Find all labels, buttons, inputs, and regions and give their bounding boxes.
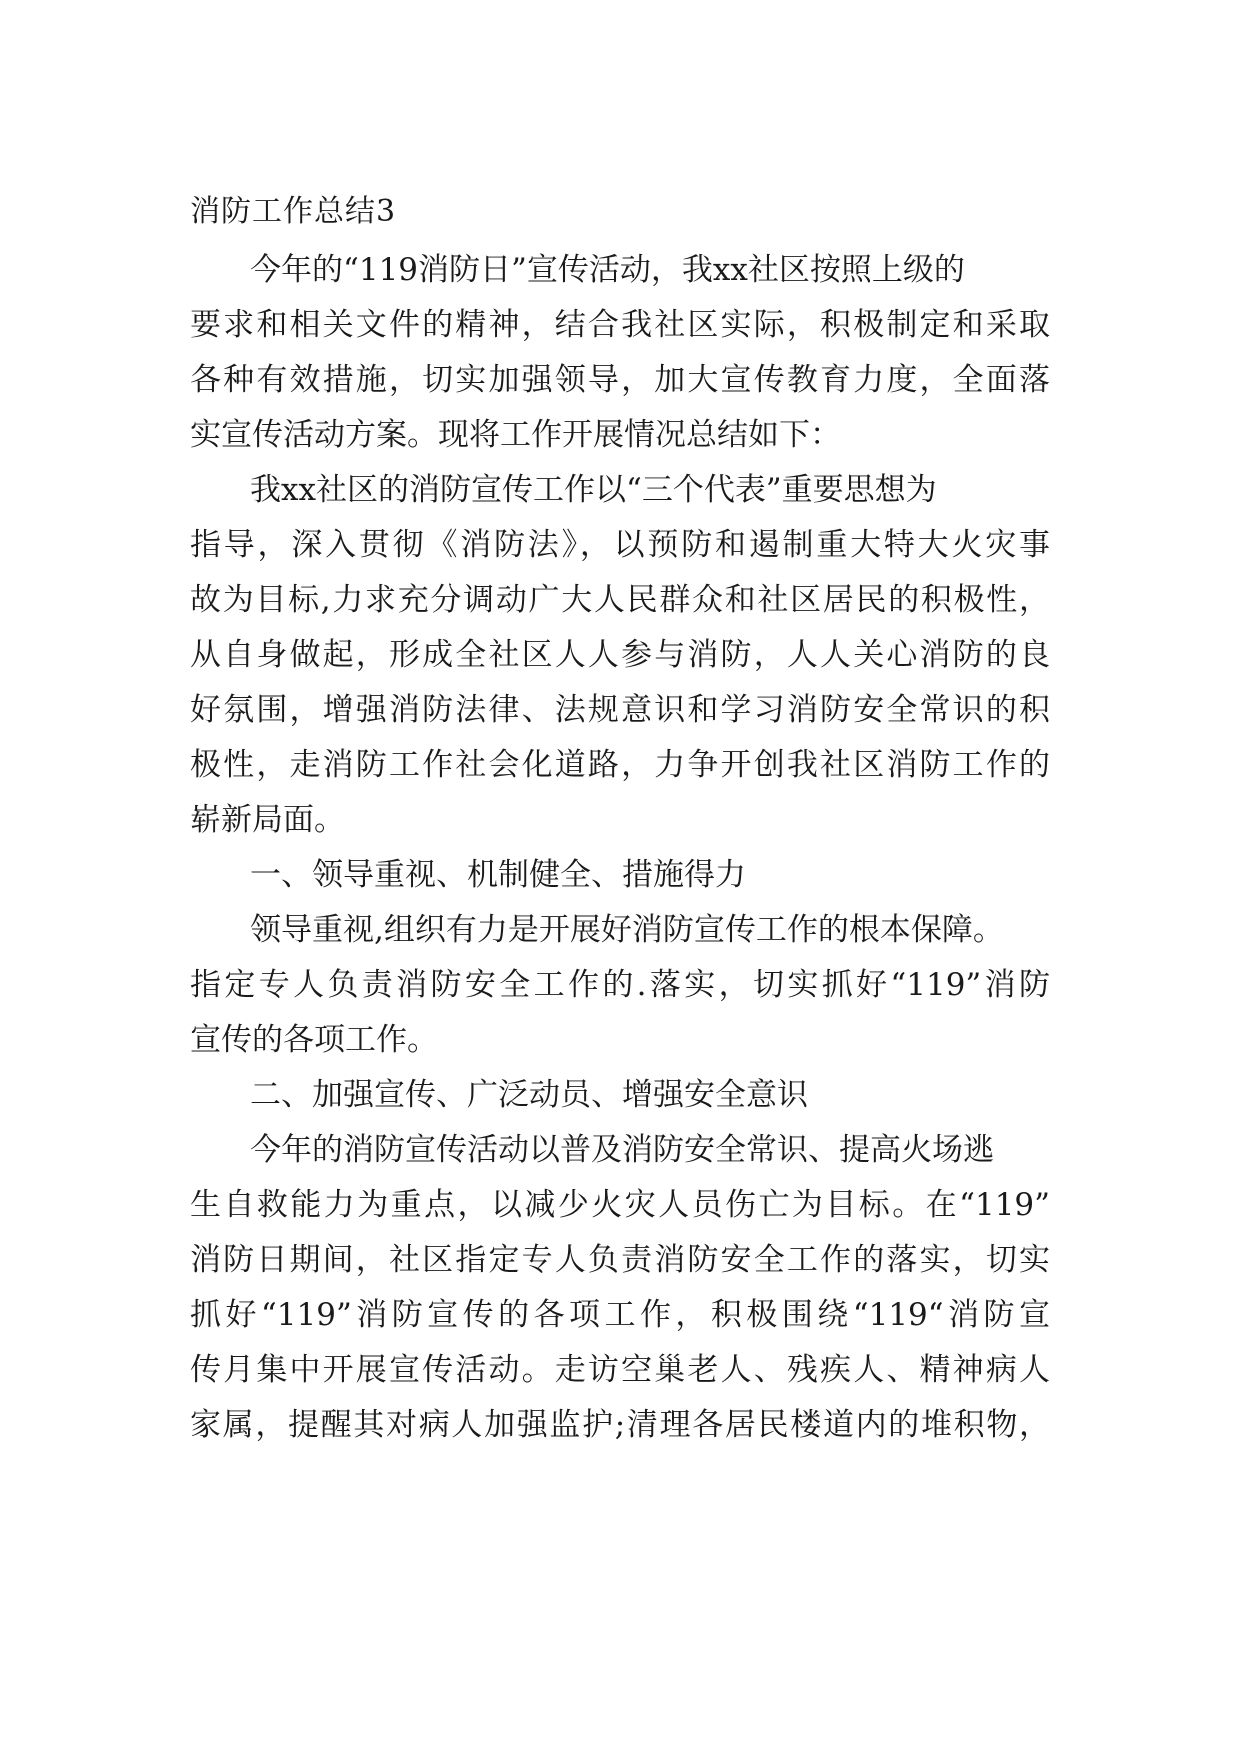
paragraph-line: 今年的消防宣传活动以普及消防安全常识、提高火场逃 (250, 1132, 994, 1168)
paragraph-line: 故为目标,力求充分调动广大人民群众和社区居民的积极性， (190, 582, 1050, 618)
paragraph-line: 极性，走消防工作社会化道路，力争开创我社区消防工作的 (190, 747, 1050, 783)
paragraph-line: 崭新局面。 (190, 802, 345, 838)
paragraph-line: 实宣传活动方案。现将工作开展情况总结如下： (190, 417, 841, 453)
section-heading: 一、领导重视、机制健全、措施得力 (250, 857, 746, 893)
paragraph-line: 宣传的各项工作。 (190, 1022, 438, 1058)
paragraph-line: 抓好“119”消防宣传的各项工作，积极围绕“119“消防宣 (190, 1297, 1050, 1333)
paragraph-line: 今年的“119消防日”宣传活动，我xx社区按照上级的 (250, 252, 965, 288)
paragraph-line: 我xx社区的消防宣传工作以“三个代表”重要思想为 (250, 472, 937, 508)
paragraph-line: 指定专人负责消防安全工作的.落实，切实抓好“119”消防 (190, 967, 1050, 1003)
paragraph-line: 领导重视,组织有力是开展好消防宣传工作的根本保障。 (250, 912, 1004, 948)
paragraph-line: 好氛围，增强消防法律、法规意识和学习消防安全常识的积 (190, 692, 1050, 728)
paragraph-line: 生自救能力为重点，以减少火灾人员伤亡为目标。在“119” (190, 1187, 1050, 1223)
paragraph-line: 指导，深入贯彻《消防法》，以预防和遏制重大特大火灾事 (190, 527, 1050, 563)
paragraph-line: 各种有效措施，切实加强领导，加大宣传教育力度，全面落 (190, 362, 1050, 398)
paragraph-line: 从自身做起，形成全社区人人参与消防，人人关心消防的良 (190, 637, 1050, 673)
section-heading: 二、加强宣传、广泛动员、增强安全意识 (250, 1077, 808, 1113)
paragraph-line: 传月集中开展宣传活动。走访空巢老人、残疾人、精神病人 (190, 1352, 1050, 1388)
paragraph-line: 消防日期间，社区指定专人负责消防安全工作的落实，切实 (190, 1242, 1050, 1278)
paragraph-line: 要求和相关文件的精神，结合我社区实际，积极制定和采取 (190, 307, 1050, 343)
document-title: 消防工作总结3 (190, 194, 397, 229)
paragraph-line: 家属，提醒其对病人加强监护;清理各居民楼道内的堆积物， (190, 1407, 1050, 1443)
